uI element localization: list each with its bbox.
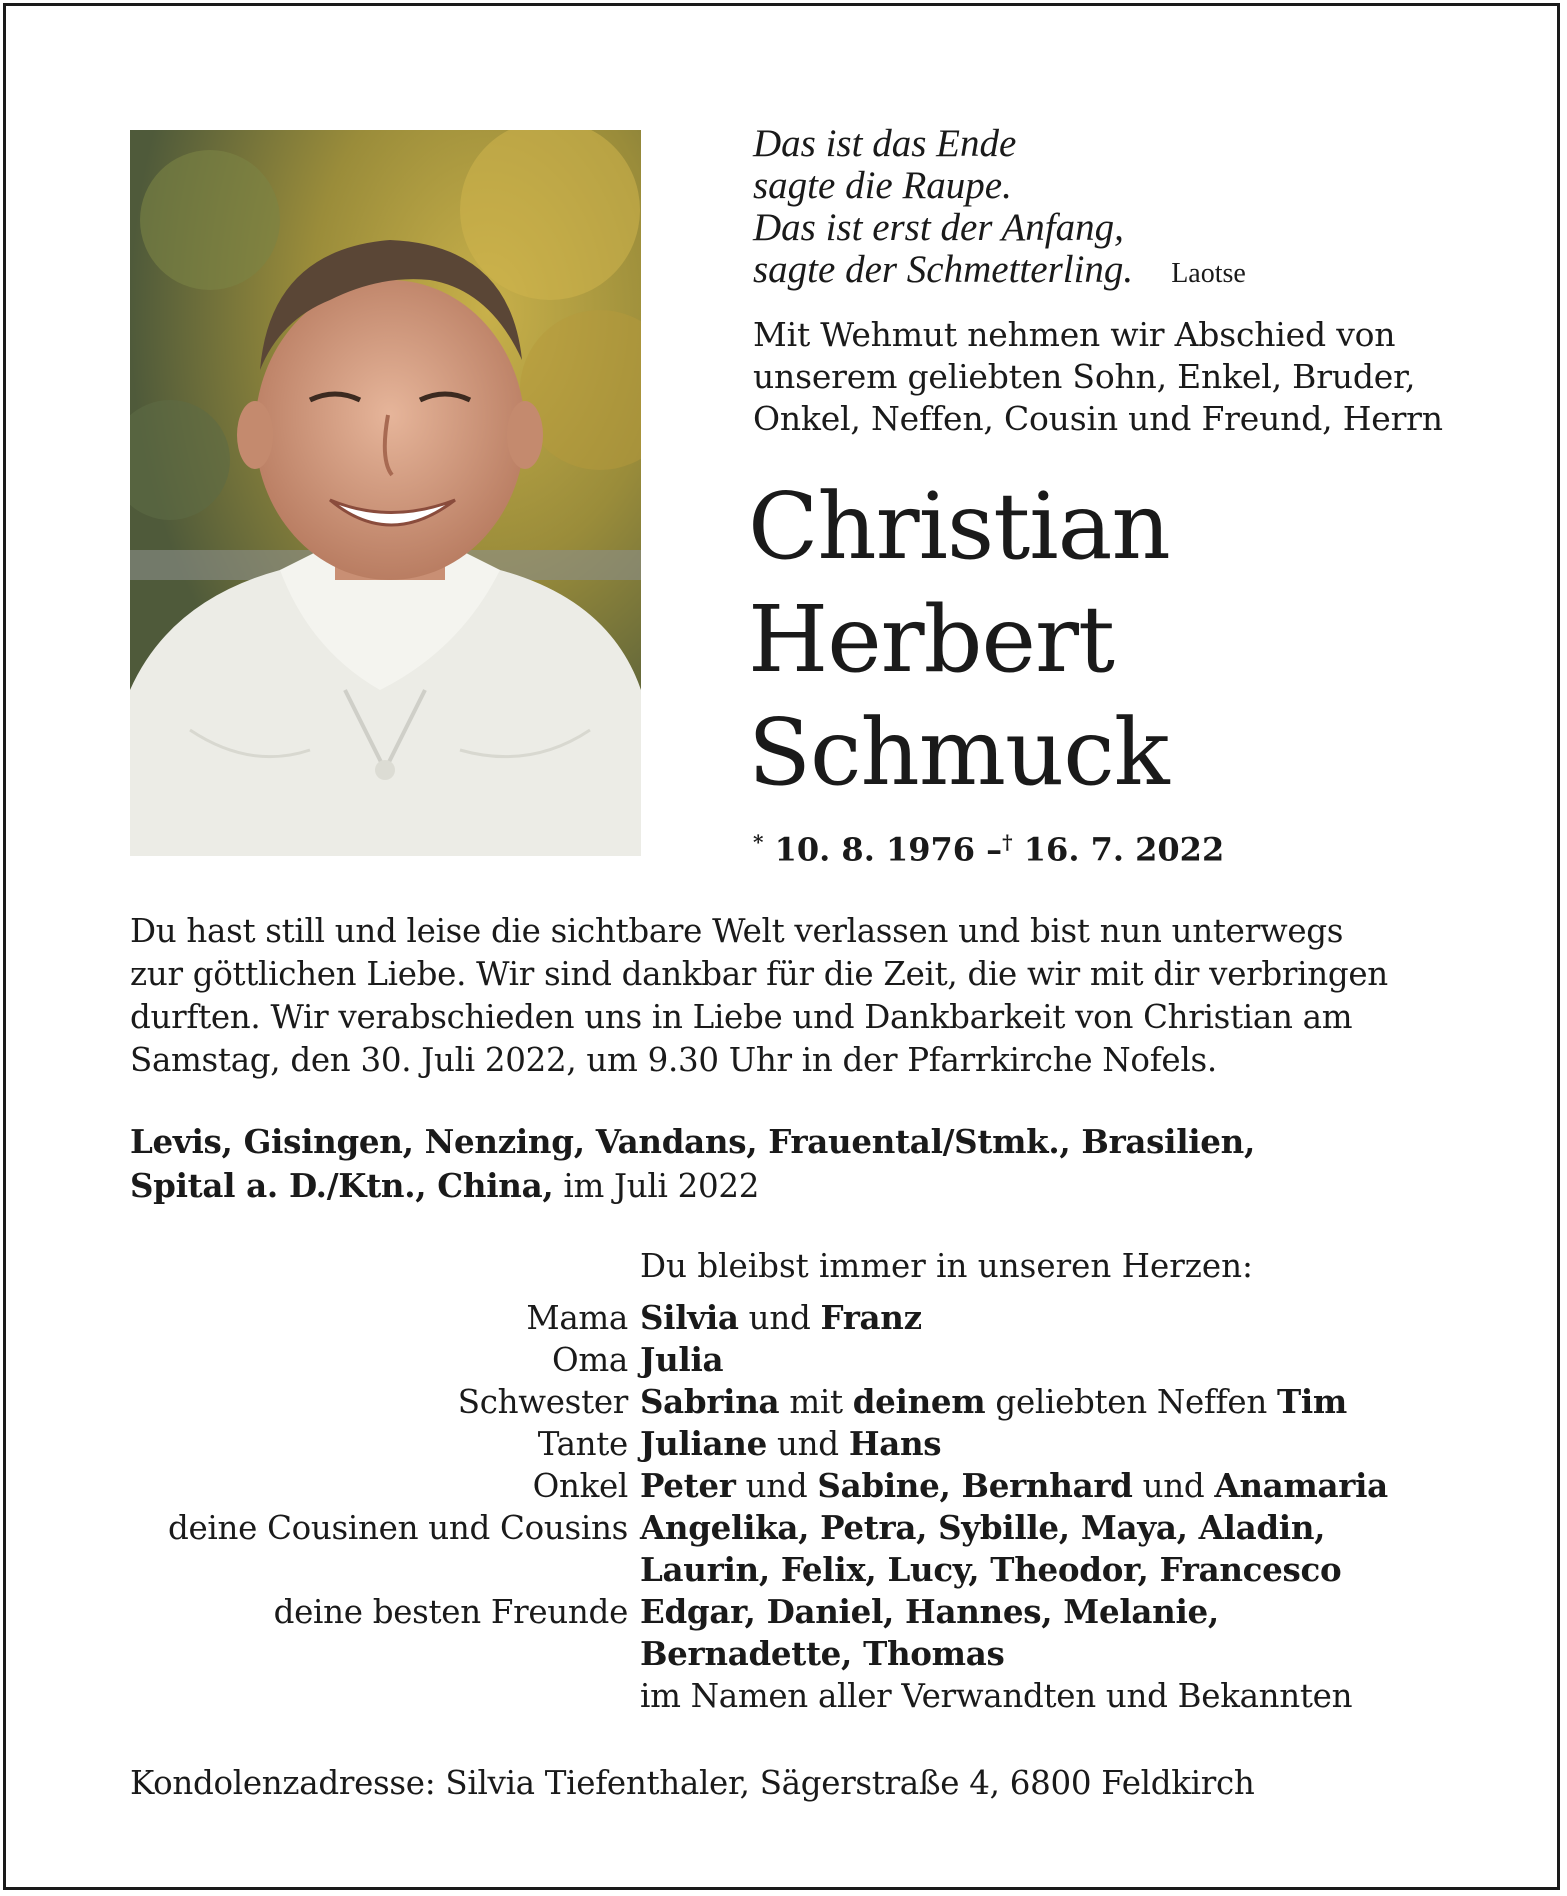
birth-symbol: *: [753, 830, 764, 854]
epigraph-quote: [753, 123, 1453, 295]
family-row-oma: [100, 1339, 1460, 1381]
family-list: [100, 1297, 1460, 1717]
relation-names: [640, 1381, 1460, 1423]
family-name: Hans: [848, 1424, 942, 1463]
family-name: deinem: [852, 1382, 986, 1421]
quote-line: Das ist erst der Anfang,: [753, 206, 1124, 249]
family-name: Peter: [640, 1466, 736, 1505]
relation-names: [640, 1339, 1460, 1381]
relation-names: [640, 1549, 1460, 1591]
relation-names: [640, 1297, 1460, 1339]
farewell-line: Du hast still und leise die sichtbare Welt verlassen und bist nun unterwegs: [130, 912, 1344, 950]
intro-line: Mit Wehmut nehmen wir Abschied von: [753, 315, 1396, 354]
connector: geliebten Neffen: [985, 1383, 1277, 1421]
intro-line: Onkel, Neffen, Cousin und Freund, Herrn: [753, 399, 1443, 438]
family-row-tante: [100, 1423, 1460, 1465]
farewell-line: zur göttlichen Liebe. Wir sind dankbar für die Zeit, die wir mit dir verbringen: [130, 955, 1388, 993]
relation-label: Oma: [552, 1341, 628, 1379]
deceased-name: [748, 470, 1170, 809]
relation-names: [640, 1591, 1460, 1633]
relation-label: Mama: [526, 1299, 628, 1337]
quote-author: Laotse: [1171, 258, 1246, 289]
places-line-1: Levis, Gisingen, Nenzing, Vandans, Frauental/Stmk., Brasilien,: [130, 1122, 1256, 1161]
places-line-2: Spital a. D./Ktn., China,: [130, 1166, 554, 1205]
death-symbol: †: [1002, 830, 1013, 854]
connector: und: [735, 1467, 818, 1505]
portrait-photo: [130, 130, 641, 856]
quote-line-last: [753, 249, 1453, 295]
quote-line: Das ist das Ende: [753, 122, 1017, 165]
family-row-closing: [100, 1675, 1460, 1717]
family-row-cousins: [100, 1507, 1460, 1549]
intro-text: [753, 314, 1453, 440]
family-name: Angelika, Petra, Sybille, Maya, Aladin,: [640, 1508, 1326, 1547]
relation-label: Schwester: [457, 1383, 628, 1421]
connector: mit: [779, 1383, 853, 1421]
family-name: Tim: [1276, 1382, 1348, 1421]
portrait-photo-icon: [130, 130, 641, 856]
farewell-text: [130, 910, 1450, 1082]
family-name: Julia: [640, 1340, 724, 1379]
condolence-address: Kondolenzadresse: Silvia Tiefenthaler, Sägerstraße 4, 6800 Feldkirch: [130, 1764, 1255, 1802]
birth-date: 10. 8. 1976: [774, 830, 976, 869]
last-name: Schmuck: [748, 699, 1169, 806]
family-name: Edgar, Daniel, Hannes, Melanie,: [640, 1592, 1219, 1631]
family-row-freunde: [100, 1591, 1460, 1633]
relation-names: [640, 1507, 1460, 1549]
quote-line: sagte der Schmetterling.: [753, 248, 1134, 291]
family-name: Bernadette, Thomas: [640, 1634, 1005, 1673]
places-dateline: [130, 1120, 1450, 1208]
family-name: Anamaria: [1214, 1466, 1388, 1505]
family-name: Juliane: [640, 1424, 767, 1463]
relation-label: deine besten Freunde: [273, 1593, 628, 1631]
farewell-line: durften. Wir verabschieden uns in Liebe und Dankbarkeit von Christian am: [130, 998, 1353, 1036]
relation-names: [640, 1633, 1460, 1675]
relation-names: [640, 1465, 1460, 1507]
intro-line: unserem geliebten Sohn, Enkel, Bruder,: [753, 357, 1416, 396]
date-separator: –: [986, 830, 1003, 869]
family-name: Sabine, Bernhard: [817, 1466, 1133, 1505]
family-name: Franz: [820, 1298, 922, 1337]
connector: und: [1132, 1467, 1215, 1505]
family-row-cousins-cont: [100, 1549, 1460, 1591]
family-row-onkel: [100, 1465, 1460, 1507]
family-row-mama: [100, 1297, 1460, 1339]
middle-name: Herbert: [748, 586, 1114, 693]
relation-names: [640, 1423, 1460, 1465]
family-name: Sabrina: [640, 1382, 780, 1421]
death-date: 16. 7. 2022: [1023, 830, 1225, 869]
quote-line: sagte die Raupe.: [753, 164, 1012, 207]
family-name: Laurin, Felix, Lucy, Theodor, Francesco: [640, 1550, 1342, 1589]
relation-label: Tante: [537, 1425, 628, 1463]
places-date: im Juli 2022: [553, 1167, 760, 1205]
farewell-line: Samstag, den 30. Juli 2022, um 9.30 Uhr in der Pfarrkirche Nofels.: [130, 1041, 1217, 1079]
relation-label: Onkel: [532, 1467, 628, 1505]
life-dates: [753, 822, 1224, 870]
family-name: Silvia: [640, 1298, 739, 1337]
family-heading: Du bleibst immer in unseren Herzen:: [640, 1247, 1253, 1285]
family-row-freunde-cont: [100, 1633, 1460, 1675]
connector: und: [738, 1299, 821, 1337]
relation-label: deine Cousinen und Cousins: [167, 1509, 628, 1547]
connector: und: [766, 1425, 849, 1463]
family-row-schwester: [100, 1381, 1460, 1423]
family-closing: im Namen aller Verwandten und Bekannten: [640, 1677, 1353, 1715]
first-name: Christian: [748, 473, 1170, 580]
